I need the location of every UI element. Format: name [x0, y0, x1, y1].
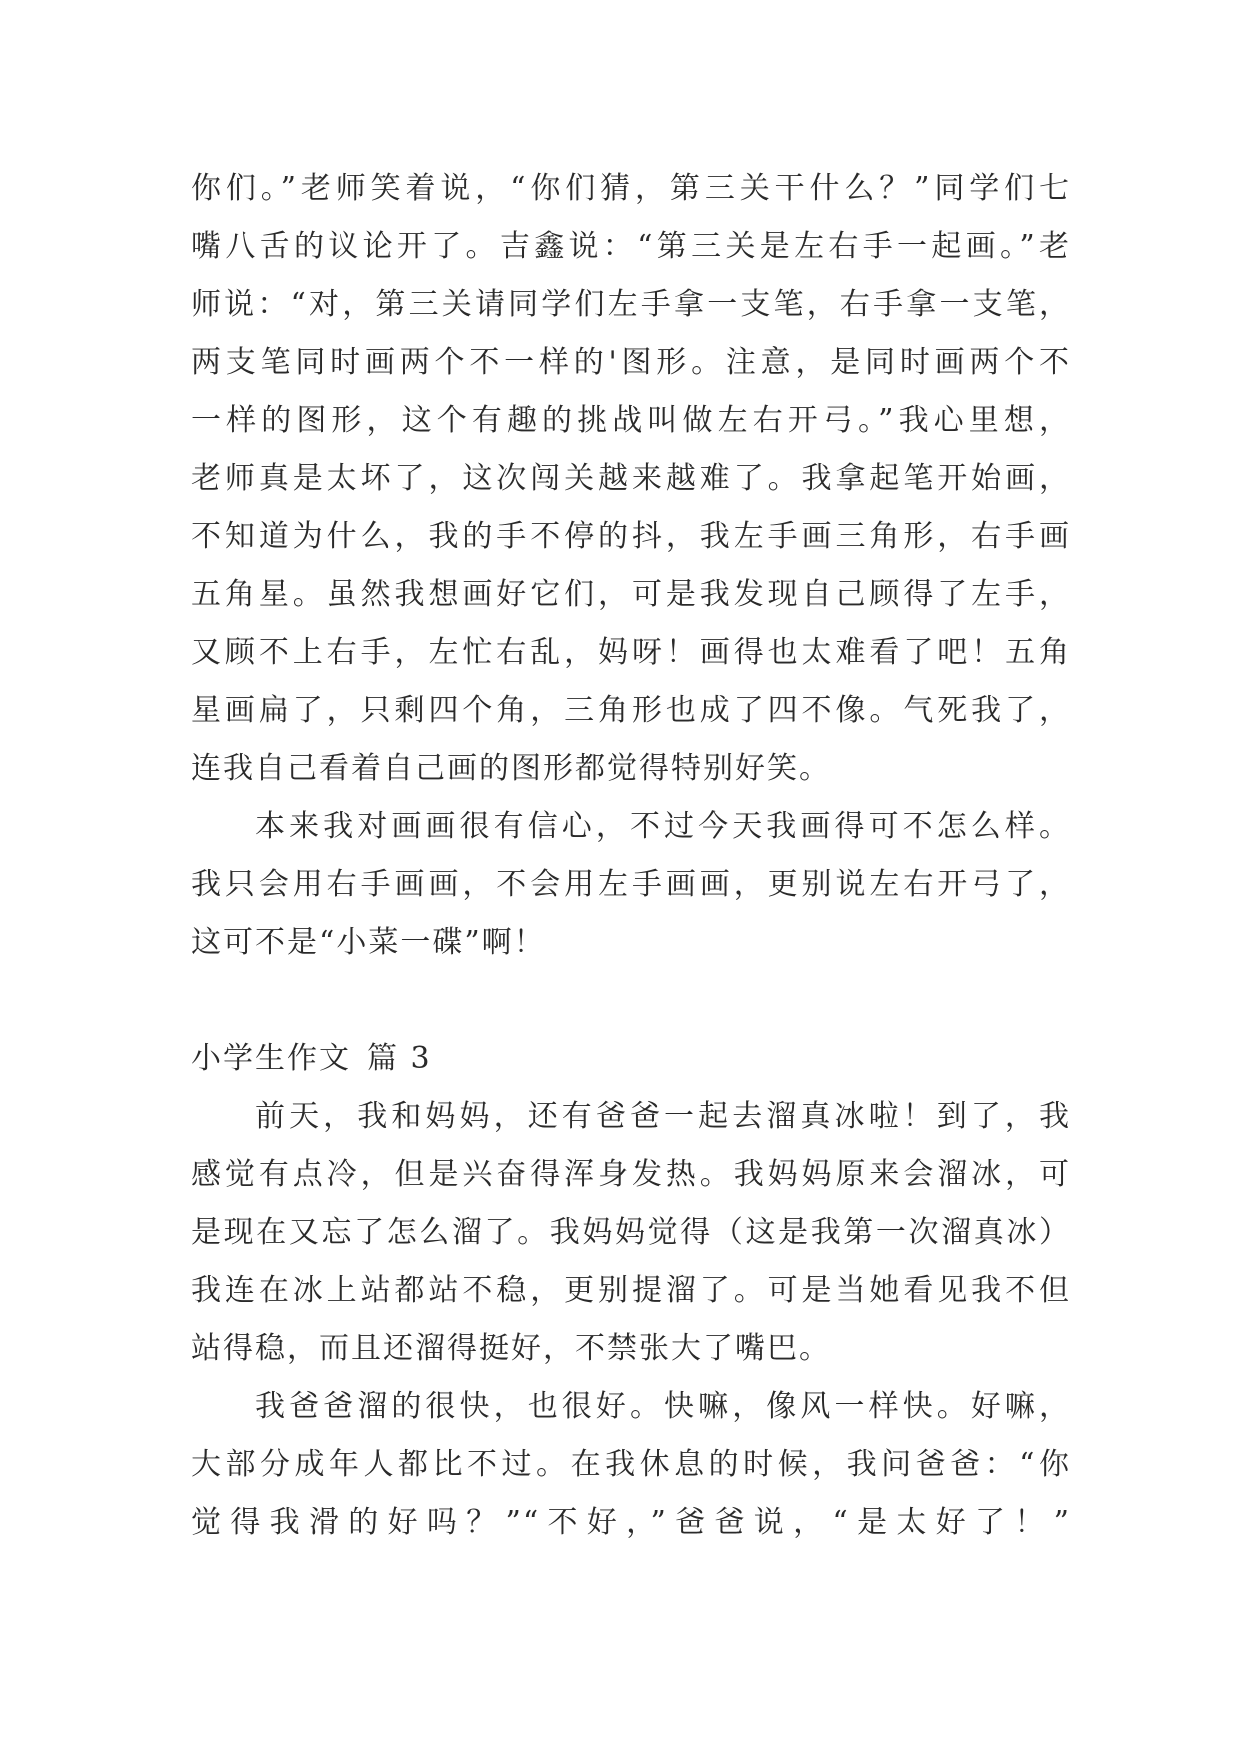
- text-line: 星画扁了，只剩四个角，三角形也成了四不像。气死我了，: [191, 693, 1071, 728]
- text-line: 连我自己看着自己画的图形都觉得特别好笑。: [191, 751, 831, 786]
- text-line: 一样的图形，这个有趣的挑战叫做左右开弓。”我心里想，: [191, 403, 1071, 438]
- text-line: 觉得我滑的好吗？”“不好，”爸爸说，“是太好了！”: [191, 1505, 1071, 1540]
- text-line: 我连在冰上站都站不稳，更别提溜了。可是当她看见我不但: [191, 1273, 1071, 1308]
- text-line: 这可不是“小菜一碟”啊！: [191, 925, 546, 960]
- text-line: 又顾不上右手，左忙右乱，妈呀！画得也太难看了吧！五角: [191, 635, 1071, 670]
- text-line: 师说：“对，第三关请同学们左手拿一支笔，右手拿一支笔，: [191, 287, 1071, 322]
- text-line: 你们。”老师笑着说，“你们猜，第三关干什么？”同学们七: [191, 171, 1071, 206]
- text-line: 本来我对画画很有信心，不过今天我画得可不怎么样。: [255, 809, 1071, 844]
- paragraph: [191, 1378, 1071, 1552]
- text-line: 是现在又忘了怎么溜了。我妈妈觉得（这是我第一次溜真冰）: [191, 1215, 1071, 1250]
- article-body: [191, 160, 1071, 1552]
- text-line: 两支笔同时画两个不一样的'图形。注意，是同时画两个不: [191, 345, 1071, 380]
- text-line: 嘴八舌的议论开了。吉鑫说：“第三关是左右手一起画。”老: [191, 229, 1071, 264]
- text-line: 老师真是太坏了，这次闯关越来越难了。我拿起笔开始画，: [191, 461, 1071, 496]
- text-line: 大部分成年人都比不过。在我休息的时候，我问爸爸：“你: [191, 1447, 1071, 1482]
- text-line: 前天，我和妈妈，还有爸爸一起去溜真冰啦！到了，我: [255, 1099, 1071, 1134]
- text-line: 感觉有点冷，但是兴奋得浑身发热。我妈妈原来会溜冰，可: [191, 1157, 1071, 1192]
- paragraph: [191, 160, 1071, 798]
- text-line: 我只会用右手画画，不会用左手画画，更别说左右开弓了，: [191, 867, 1071, 902]
- text-line: 站得稳，而且还溜得挺好，不禁张大了嘴巴。: [191, 1331, 831, 1366]
- section-heading: [191, 1030, 1071, 1088]
- text-line: 五角星。虽然我想画好它们，可是我发现自己顾得了左手，: [191, 577, 1071, 612]
- section-number: 篇 3: [367, 1041, 432, 1076]
- text-line: 不知道为什么，我的手不停的抖，我左手画三角形，右手画: [191, 519, 1071, 554]
- section-spacer: [191, 972, 1071, 1030]
- paragraph: [191, 1088, 1071, 1378]
- section-title: 小学生作文: [191, 1041, 351, 1076]
- text-line: 我爸爸溜的很快，也很好。快嘛，像风一样快。好嘛，: [255, 1389, 1071, 1424]
- paragraph: [191, 798, 1071, 972]
